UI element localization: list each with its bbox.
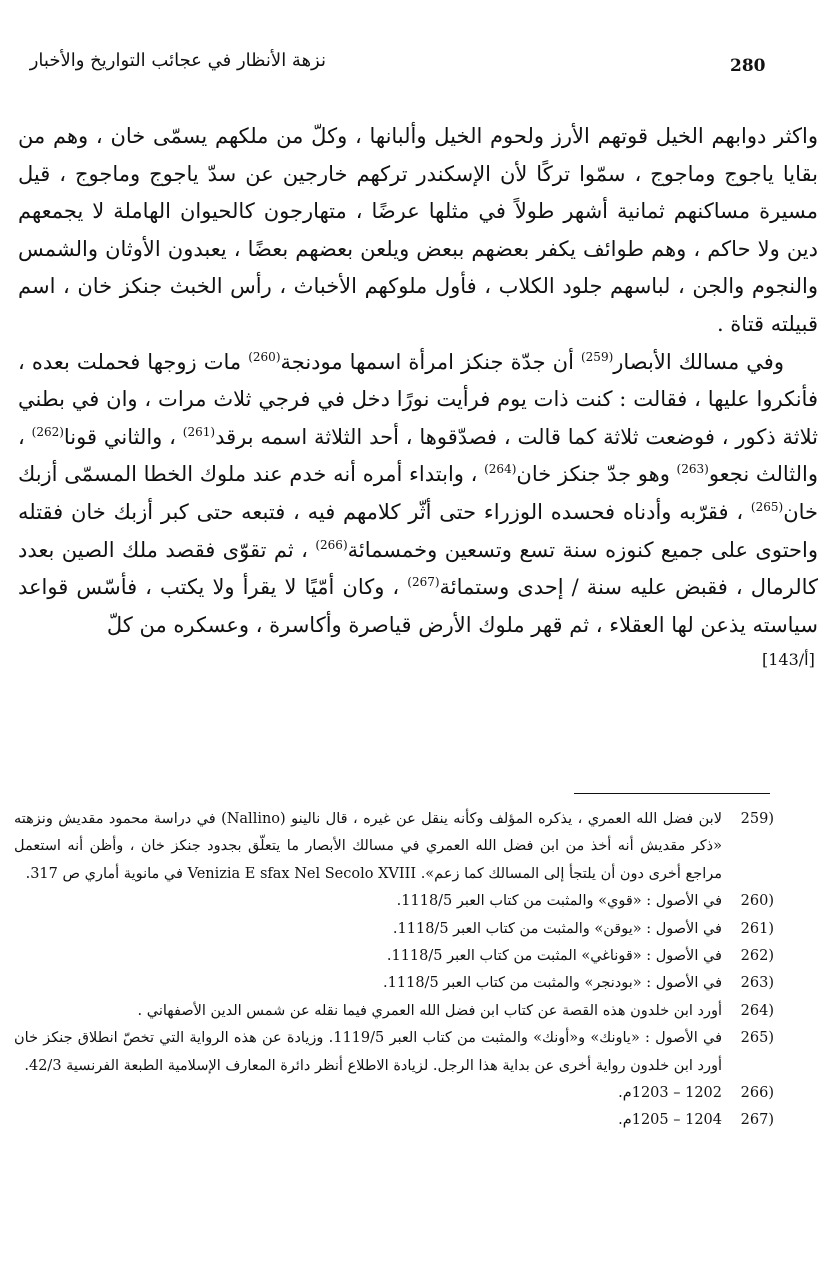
page-number: 280 [730,56,766,76]
footnote-262 [14,943,774,970]
footnote-text: 1204 – 1205م. [618,1112,722,1129]
footnote-266 [14,1080,774,1107]
footnote-number: (261 [740,920,774,937]
main-text [18,118,818,644]
footnote-text: في الأصول : «ياونك» و«أونك» والمثبت من كتاب العبر 1119/5. وزيادة عن هذه الرواية التي تخصّ انطلاق جنكز خان أورد ابن خلدون رواية أخرى عن بداية هذا الرجل. لزيادة الاطلاع أنظر دائرة المعارف الإسلامية الطبعة الفرنسية 42/3. [14,1030,722,1074]
footnote-263 [14,970,774,997]
footnote-number: (267 [740,1112,774,1129]
footnote-267 [14,1107,774,1134]
footnote-text: في الأصول : «قوي» والمثبت من كتاب العبر 1118/5. [396,893,722,910]
footnote-261 [14,916,774,943]
footnote-number: (263 [740,975,774,992]
margin-folio-note: [143/أ] [762,650,815,669]
text-segment: ، وكان أمّيًا لا يقرأ ولا يكتب ، فأسّس قواعد سياسته يذعن لها العقلاء ، ثم قهر ملوك الأرض قياصرة وأكاسرة ، وعسكره من كلّ [18,575,818,637]
footnote-265 [14,1025,774,1080]
footnote-ref-262[interactable]: (262) [31,424,64,439]
text-segment: ، فقرّبه وأدناه فحسده الوزراء حتى أثّر كلامهم فيه ، فتبعه حتى كبر أزبك خان فقتله واحتوى على جميع كنوزه سنة تسع وتسعين وخمسمائة [18,499,818,562]
text-segment: وفي مسالك الأبصار [613,349,784,374]
footnote-number: (264 [740,1002,774,1019]
footnote-text: 1202 – 1203م. [618,1085,722,1102]
text-segment: في دراسة محمود مقديش ونزهته «ذكر مقديش أنه أخذ من ابن فضل الله العمري في مسالك الأبصار ما يتعلّق بجدود جنكز خان ، وأظن أنه استعمل مراجع أخرى دون أن يلتجأ إلى المسالك كما زعم». [14,811,722,882]
text-segment: ، وابتداء أمره أنه خدم عند ملوك الخطا المسمّى أزبك خان [18,462,818,524]
footnote-text: أورد ابن خلدون هذه القصة عن كتاب ابن فضل الله العمري فيما نقله عن شمس الدين الأصفهاني . [137,1002,722,1019]
text-segment: لابن فضل الله العمري ، يذكره المؤلف وكأنه ينقل عن غيره ، قال نالينو [291,811,722,827]
text-segment: في مانوية أماري ص 317. [25,865,183,882]
footnote-260 [14,888,774,915]
paragraph-2 [18,344,818,645]
footnote-ref-264[interactable]: (264) [484,462,517,477]
footnote-number: (262 [740,948,774,965]
footnote-number: (266 [740,1085,774,1102]
text-segment: وهو جدّ جنكز خان [516,462,677,487]
footnote-259 [14,806,774,888]
footnote-ref-261[interactable]: (261) [182,424,216,439]
running-title: نزهة الأنظار في عجائب التواريخ والأخبار [29,50,326,71]
footnote-ref-266[interactable]: (266) [315,537,348,552]
footnote-number: (259 [740,811,774,827]
paragraph-1: واكثر دوابهم الخيل قوتهم الأرز ولحوم الخيل وألبانها ، وكلّ من ملكهم يسمّى خان ، وهم من بقايا ياجوج وماجوج ، سمّوا تركًا لأن الإسكندر تركهم خارجين عن سدّ ياجوج وماجوج ، قيل مسيرة مساكنهم ثمانية أشهر طولاً في مثلها عرضًا ، متهارجون كالحيوان الهاملة لا يجمعهم دين ولا حاكم ، وهم طوائف يكفر بعضهم ببعض ويلعن بعضهم بعضًا ، يعبدون الأوثان والشمس والنجوم والجن ، لباسهم جلود الكلاب ، فأول ملوكهم الأخباث ، رأس الخبث جنكز خان ، اسم قبيلته قتاة . [18,124,818,336]
footnote-ref-263[interactable]: (263) [676,462,709,477]
text-segment: أن جدّة جنكز امرأة اسمها مودنجة [280,349,581,374]
footnote-number: (265 [740,1030,774,1047]
latin-text: (Nallino) [221,811,286,827]
footnote-text: في الأصول : «بودنجر» والمثبت من كتاب العبر 1118/5. [383,975,722,992]
footnote-text [14,806,722,888]
text-segment: مات زوجها فحملت بعده ، فأنكروا عليها ، فقالت : كنت ذات يوم فرأيت نورًا دخل في فرجي ثلاث مرات ، وان في بطني ثلاثة ذكور ، فوضعت ثلاثة كما قالت ، فصدّقوها ، أحد الثلاثة اسمه برقد [18,349,818,449]
footnote-ref-260[interactable]: (260) [248,349,281,364]
footnote-divider [574,793,770,794]
footnote-text: في الأصول : «يوقن» والمثبت من كتاب العبر 1118/5. [392,920,722,937]
footnote-number: (260 [740,893,774,910]
text-segment: ، ثم تقوّى فقصد ملك الصين بعدد كالرمال ، فقبض عليه سنة / إحدى وستمائة [18,537,818,600]
footnote-ref-265[interactable]: (265) [750,499,784,514]
text-segment: ، والثاني قونا [63,424,183,449]
footnotes [14,806,774,1135]
footnote-264 [14,998,774,1025]
text-segment: ، والثالث نجعو [18,424,819,487]
footnote-ref-259[interactable]: (259) [580,349,614,364]
latin-text: Venizia E sfax [187,865,290,882]
footnote-text: في الأصول : «قوناغي» المثبت من كتاب العبر 1118/5. [386,948,722,965]
footnote-ref-267[interactable]: (267) [407,575,440,590]
latin-text: Nel Secolo XVIII [294,865,417,882]
